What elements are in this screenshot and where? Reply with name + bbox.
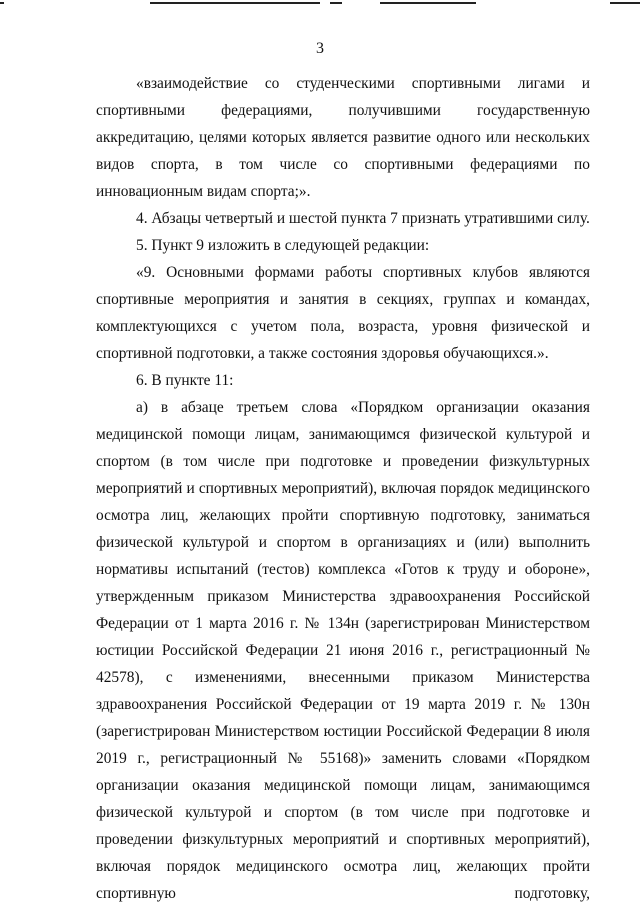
paragraph-subitem-a: а) в абзаце третьем слова «Порядком организации оказания медицинской помощи лицам, занимающимся физической культурой и спортом (в том числе при подготовке и проведении физкультурных мероприятий и спортивных мероприятий), включая порядок медицинского осмотра лиц, желающих пройти спортивную подготовку, заниматься физической культурой и спортом в организациях и (или) выполнить нормативы испытаний (тестов) комплекса «Готов к труду и обороне», утвержденным приказом Министерства здравоохранения Российской Федерации от 1 марта 2016 г. № 134н (зарегистрирован Министерством юстиции Российской Федерации 21 июня 2016 г., регистрационный № 42578), с изменениями, внесенными приказом Министерства здравоохранения Российской Федерации от 19 марта 2019 г. № 130н (зарегистрирован Министерством юстиции Российской Федерации 8 июля 2019 г., регистрационный № 55168)» заменить словами «Порядком организации оказания медицинской помощи лицам, занимающимся физической культурой и спортом (в том числе при подготовке и проведении физкультурных мероприятий и спортивных мероприятий), включая порядок медицинского осмотра лиц, желающих пройти спортивную подготовку, bbox=[96, 399, 590, 902]
paragraph-clause-9: «9. Основными формами работы спортивных клубов являются спортивные мероприятия и занятия в секциях, группах и командах, комплектующихся с учетом пола, возраста, уровня физической и спортивной подготовки, а также состояния здоровья обучающихся.». bbox=[96, 264, 590, 362]
paragraph-item-6: 6. В пункте 11: bbox=[136, 372, 234, 389]
page-number: 3 bbox=[316, 40, 324, 57]
paragraph-quoted-clause: «взаимодействие со студенческими спортивными лигами и спортивными федерациями, получившими государственную аккредитацию, целями которых является развитие одного или нескольких видов спорта, в том числе со спортивными федерациями по инновационным видам спорта;». bbox=[96, 75, 590, 200]
paragraph-item-4: 4. Абзацы четвертый и шестой пункта 7 признать утратившими силу. bbox=[136, 210, 590, 227]
scan-top-edge bbox=[0, 0, 640, 6]
document-body bbox=[96, 70, 590, 907]
paragraph-item-5: 5. Пункт 9 изложить в следующей редакции: bbox=[136, 237, 430, 254]
